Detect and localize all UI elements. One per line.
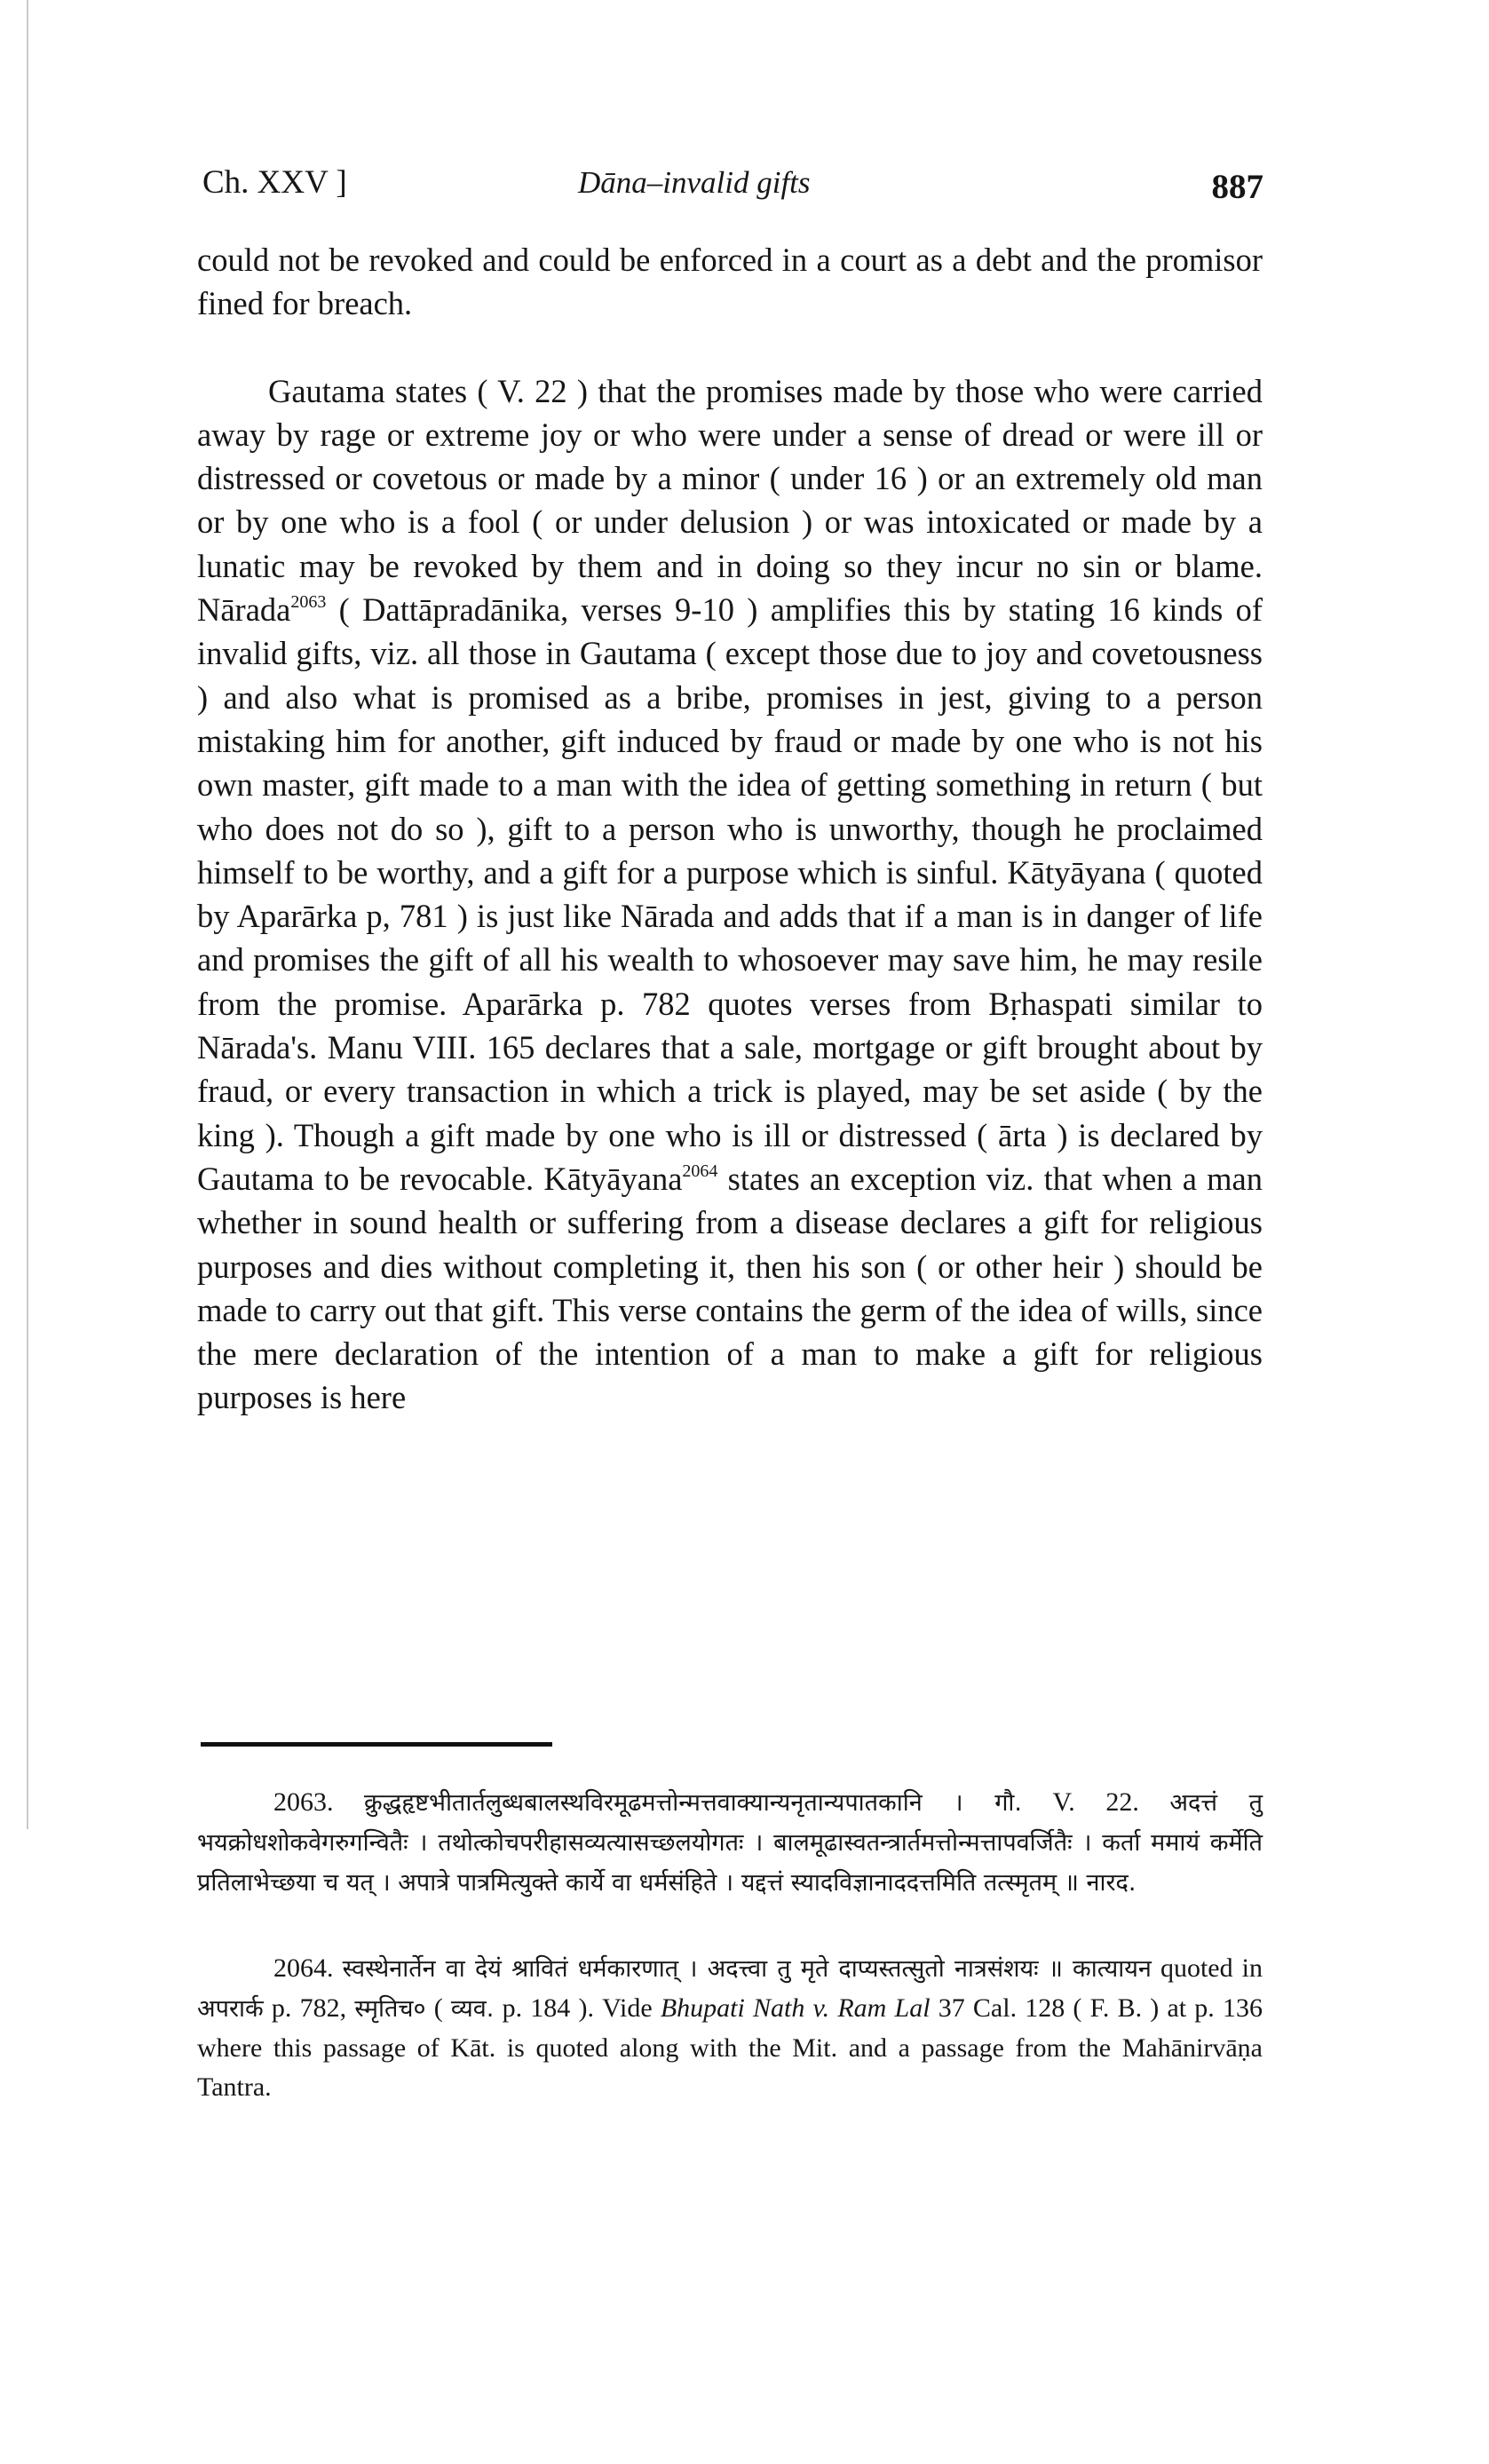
footnote-text: 37 Cal. 128 ( F. B. ) at p. 136 where this passage of Kāt. is quoted along with the Mit. and a passage from the Mahānirvāṇa Tantra. (197, 1993, 1263, 2102)
sanskrit-text: व्यव. (450, 1995, 495, 2023)
page-number: 887 (1211, 168, 1263, 206)
paragraph-text-part1: Gautama states ( V. 22 ) that the promises made by those who were carried away by rage or extreme joy or who were under a sense of dread or were ill or distressed or covetous or made by a minor ( under 16 ) or an extremely old man or by one who is a fool ( or under delusion ) or was intoxicated or made by a lunatic may be revoked by them and in doing so they incur no sin or blame. Nārada (197, 372, 1263, 629)
footnote-ref-2064: 2064 (682, 1161, 718, 1181)
footnote-text: p. 184 ). Vide (494, 1993, 661, 2023)
chapter-label: Ch. XXV ] (202, 164, 347, 201)
footnote-2063 (197, 1783, 1263, 1903)
paragraph-gautama (197, 369, 1263, 1420)
footnote-text: ( (425, 1993, 451, 2023)
footnote-number: 2064. (273, 1953, 334, 1983)
sanskrit-text: अदत्तं तु भयक्रोधशोकवेगरुगन्वितैः । तथोत्कोचपरीहासव्यत्यासच्छलयोगतः । बालमूढास्वतन्त्रार्तमत्तोन्मत्तापवर्जितैः । कर्ता ममायं कर्मेति प्रतिलाभेच्छया च यत् । अपात्रे पात्रमित्युक्ते कार्ये वा धर्मसंहिते । यद्दत्तं स्यादविज्ञानाददत्तमिति तत्स्मृतम् ॥ नारद. (197, 1789, 1263, 1897)
case-citation: Bhupati Nath v. Ram Lal (660, 1993, 931, 2023)
page-edge-line (27, 0, 28, 1829)
footnote-ref-2063: 2063 (290, 592, 327, 613)
footnote-text: p. 782, (263, 1993, 355, 2023)
footnote-text: quoted in (1151, 1953, 1263, 1983)
footnote-separator (201, 1742, 552, 1747)
sanskrit-text: स्वस्थेनार्तेन वा देयं श्रावितं धर्मकारणात् । अदत्त्वा तु मृते दाप्यस्तत्सुतो नात्रसंशयः ॥ कात्यायन (342, 1955, 1152, 1983)
paragraph-text-part2: ( Dattāpradānika, verses 9-10 ) amplifies this by stating 16 kinds of invalid gifts, viz. all those in Gautama ( except those due to joy and covetousness ) and also what is promised as a bribe, promises in jest, giving to a person mistaking him for another, gift induced by fraud or made by one who is not his own master, gift made to a man with the idea of getting something in return ( but who does not do so ), gift to a person who is unworthy, though he proclaimed himself to be worthy, and a gift for a purpose which is sinful. Kātyāyana ( quoted by Aparārka p, 781 ) is just like Nārada and adds that if a man is in danger of life and promises the gift of all his wealth to whosoever may save him, he may resile from the promise. Aparārka p. 782 quotes verses from Bṛhaspati similar to Nārada's. Manu VIII. 165 declares that a sale, mortgage or gift brought about by fraud, or every transaction in which a trick is played, may be set aside ( by the king ). Though a gift made by one who is ill or distressed ( ārta ) is declared by Gautama to be revocable. Kātyāyana (197, 591, 1263, 1197)
running-header (202, 163, 1263, 213)
sanskrit-text: अपरार्क (197, 1995, 264, 2023)
footnote-text: V. 22. (1021, 1787, 1170, 1817)
footnotes (197, 1783, 1263, 2107)
paragraph-continued: could not be revoked and could be enforced in a court as a debt and the promisor fined for breach. (197, 242, 1263, 322)
footnote-number: 2063. (273, 1787, 334, 1817)
running-title: Dāna–invalid gifts (578, 165, 811, 200)
paragraph-text-part3: states an exception viz. that when a man whether in sound health or suffering from a disease declares a gift for religious purposes and dies without completing it, then his son ( or other heir ) should be made to carry out that gift. This verse contains the germ of the idea of wills, since the mere declaration of the intention of a man to make a gift for religious purposes is here (197, 1160, 1263, 1416)
sanskrit-text: क्रुद्धहृष्टभीतार्तलुब्धबालस्थविरमूढमत्तोन्मत्तवाक्यान्यनृतान्यपातकानि । गौ. (364, 1789, 1022, 1817)
footnote-2064 (197, 1949, 1263, 2107)
sanskrit-text: स्मृतिच० (354, 1995, 426, 2023)
main-text (197, 238, 1263, 1420)
